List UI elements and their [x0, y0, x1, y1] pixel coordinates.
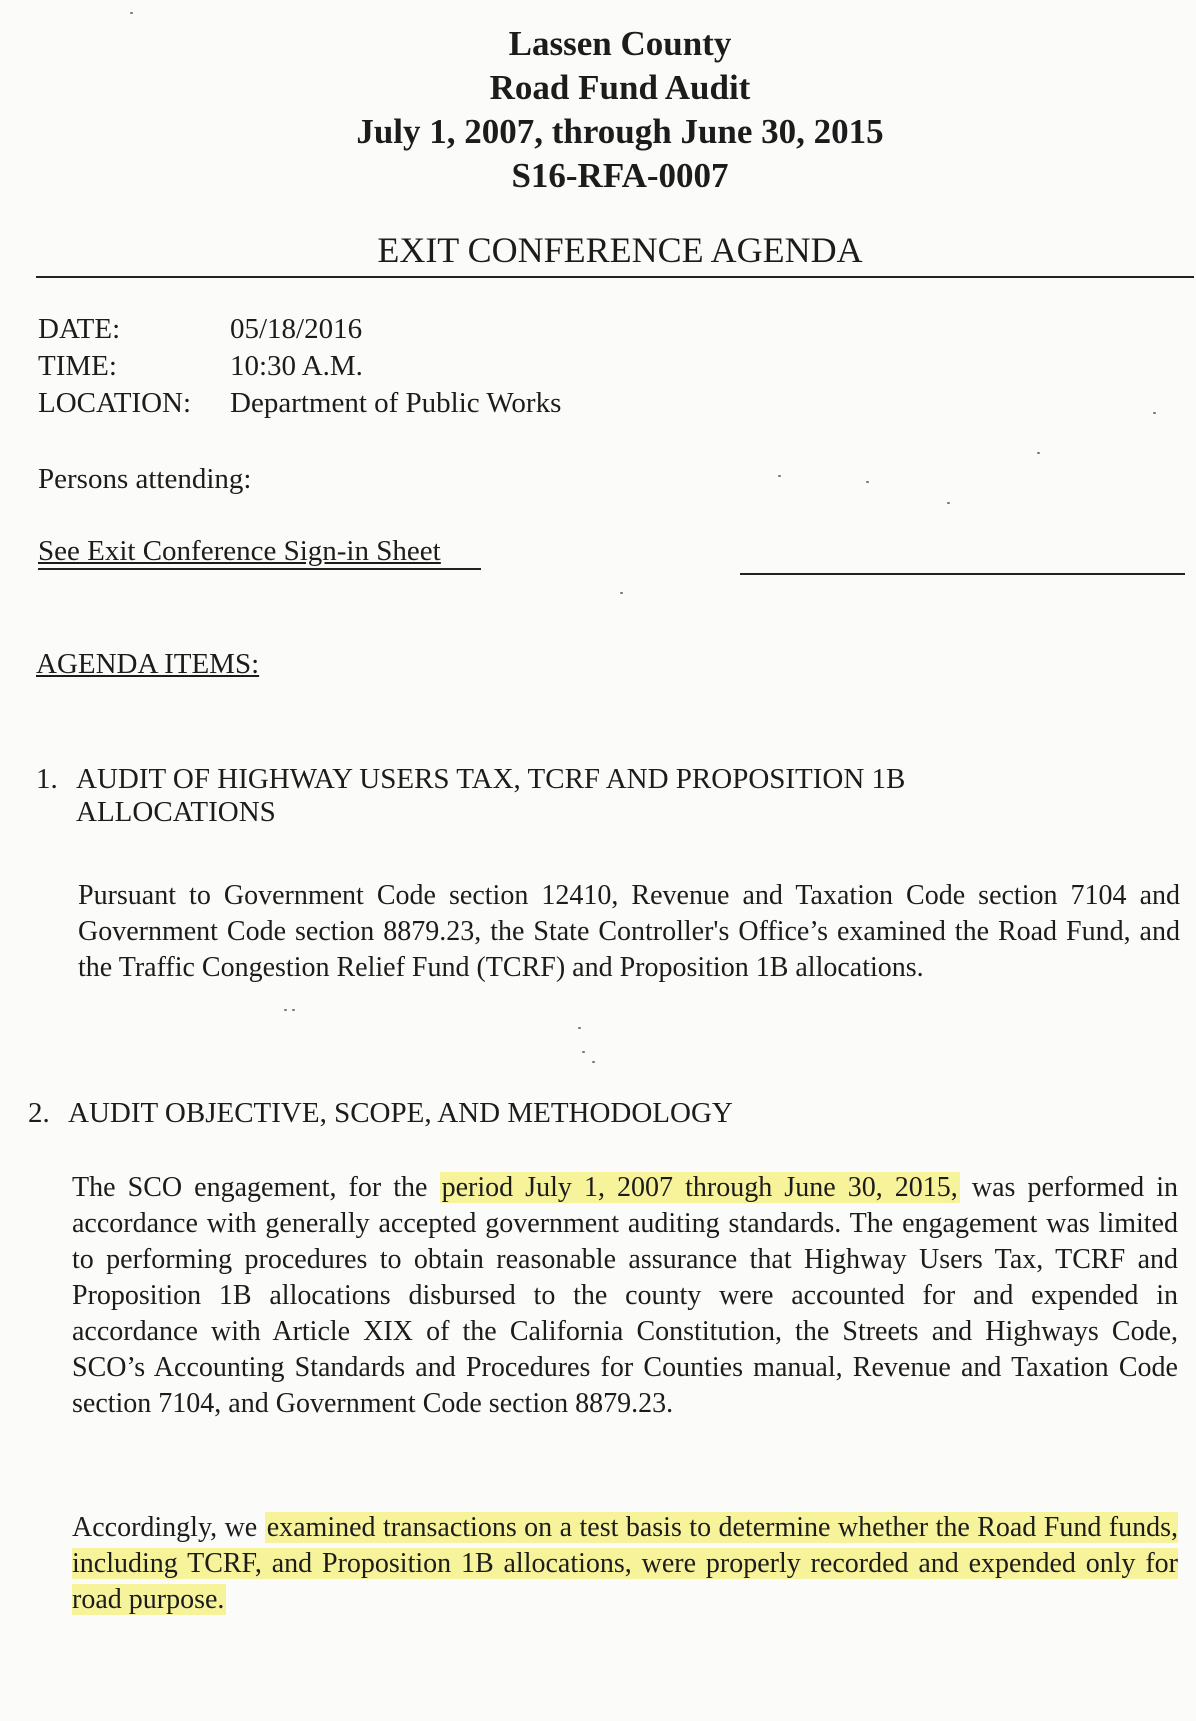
scan-speck [292, 1009, 295, 1011]
scan-speck [1037, 452, 1040, 454]
item1-heading [36, 763, 905, 829]
item1-number: 1. [36, 763, 58, 795]
meeting-details [38, 311, 561, 422]
time-label: TIME: [38, 350, 117, 382]
persons-attending-label: Persons attending: [38, 463, 252, 495]
scan-speck [284, 1009, 287, 1011]
time-row [38, 348, 561, 385]
item2-number: 2. [28, 1097, 50, 1129]
scan-speck [778, 475, 781, 477]
date-value: 05/18/2016 [230, 313, 363, 345]
audit-name: Road Fund Audit [489, 68, 751, 107]
item1-title-line1: AUDIT OF HIGHWAY USERS TAX, TCRF AND PROPOSITION 1B [76, 763, 906, 795]
location-value: Department of Public Works [230, 387, 562, 419]
document-header [0, 22, 1196, 198]
item2-heading [28, 1097, 733, 1130]
agenda-items-heading: AGENDA ITEMS: [36, 648, 260, 680]
scan-speck [866, 481, 869, 483]
agenda-title: EXIT CONFERENCE AGENDA [377, 230, 863, 270]
title-divider [36, 276, 1194, 278]
location-row [38, 385, 561, 422]
scan-speck [582, 1051, 585, 1053]
county-name: Lassen County [508, 24, 732, 63]
item2-p2-highlighted-text: examined transactions on a test basis to determine whether the Road Fund funds, including TCRF, and Proposition 1B allocations, were properly recorded and expended only for road purpose. [72, 1512, 1178, 1615]
scan-speck [947, 502, 950, 504]
item2-p1-text-end: was performed in accordance with generally accepted government auditing standards. The engagement was limited to performing procedures to obtain reasonable assurance that Highway Users Tax, TCRF and Proposition 1B allocations disbursed to the county were accounted for and expended in accordance with Article XIX of the California Constitution, the Streets and Highways Code, SCO’s Accounting Standards and Procedures for Counties manual, Revenue and Taxation Code section 7104, and Government Code section 8879.23. [72, 1172, 1179, 1419]
scan-speck [578, 1027, 581, 1029]
date-label: DATE: [38, 313, 121, 345]
scan-speck [1153, 412, 1156, 414]
date-row [38, 311, 561, 348]
time-value: 10:30 A.M. [230, 350, 363, 382]
item1-paragraph: Pursuant to Government Code section 12410, Revenue and Taxation Code section 7104 and Government Code section 8879.23, the State Controller's Office’s examined the Road Fund, and the Traffic Congestion Relief Fund (TCRF) and Proposition 1B allocations. [78, 880, 1180, 983]
signature-blank-line [740, 573, 1185, 575]
scan-speck [592, 1061, 595, 1063]
sign-in-sheet-text: See Exit Conference Sign-in Sheet [38, 535, 441, 567]
item2-paragraph-2 [72, 1510, 1178, 1618]
audit-period: July 1, 2007, through June 30, 2015 [356, 112, 884, 151]
audit-number: S16-RFA-0007 [511, 156, 729, 195]
item1-title-line2: ALLOCATIONS [76, 796, 276, 828]
item2-paragraph-1 [72, 1170, 1178, 1422]
sign-in-sheet-reference [38, 535, 481, 570]
location-label: LOCATION: [38, 387, 192, 419]
item2-p2-text-start: Accordingly, we [72, 1512, 265, 1543]
item2-p1-text-start: The SCO engagement, for the [72, 1172, 440, 1203]
item2-p1-highlighted-period: period July 1, 2007 through June 30, 2015, [441, 1172, 958, 1203]
item2-title: AUDIT OBJECTIVE, SCOPE, AND METHODOLOGY [68, 1097, 733, 1129]
scan-speck [130, 12, 133, 14]
scan-speck [620, 592, 623, 594]
